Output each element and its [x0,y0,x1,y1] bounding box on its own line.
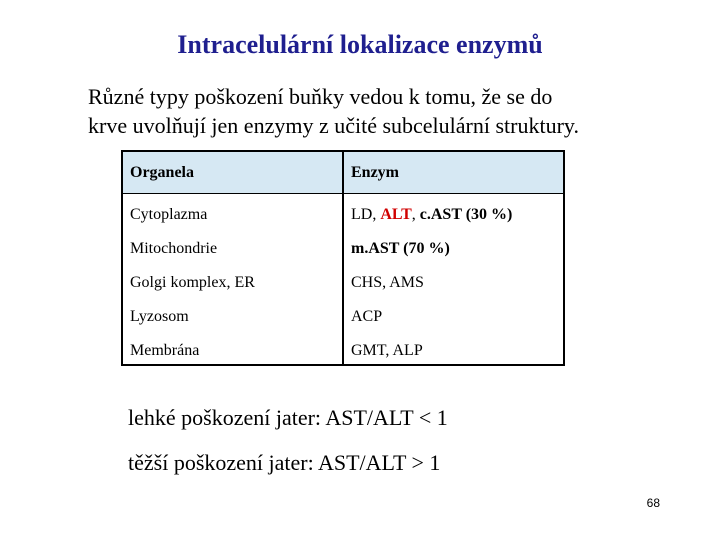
enzyme-alt: ALT [380,206,412,223]
enzyme-ld: LD, [351,206,377,223]
cell-organela: Cytoplazma [130,206,208,223]
intro-text [88,82,688,140]
cell-organela: Golgi komplex, ER [130,274,255,291]
cell-enzym: ACP [351,308,383,325]
cell-organela: Mitochondrie [130,240,218,257]
cell-enzym [351,198,512,232]
enzyme-cast: c.AST (30 %) [419,206,513,223]
cell-enzym: m.AST (70 %) [351,240,450,257]
table-column-divider [342,152,344,364]
enzyme-table [121,150,565,366]
slide-title: Intracelulární lokalizace enzymů [177,30,543,59]
header-enzym: Enzym [351,163,399,181]
page-number: 68 [646,496,660,510]
enzyme-separator: , [411,206,416,223]
cell-enzym: CHS, AMS [351,274,424,291]
header-organela: Organela [130,163,194,181]
cell-organela: Lyzosom [130,308,189,325]
cell-organela: Membrána [130,342,200,359]
cell-enzym: GMT, ALP [351,342,423,359]
intro-line-2: krve uvolňují jen enzymy z učité subcelulární struktury. [88,113,579,138]
intro-line-1: Různé typy poškození buňky vedou k tomu, že se do [88,84,553,109]
note-light-damage: lehké poškození jater: AST/ALT < 1 [128,405,448,430]
note-severe-damage: těžší poškození jater: AST/ALT > 1 [128,450,441,475]
